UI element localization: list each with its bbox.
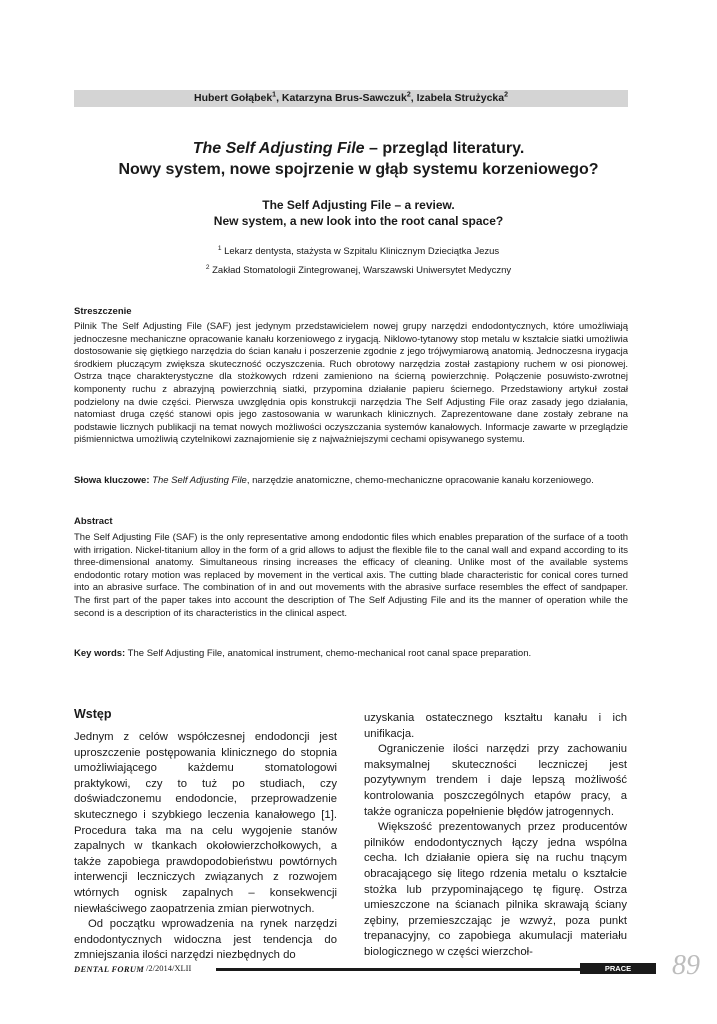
title-en-line2: New system, a new look into the root canal space? xyxy=(213,214,504,228)
key-words-label: Key words: xyxy=(74,648,126,659)
paragraph: Od początku wprowadzenia na rynek narzędzi endodontycznych widoczna jest tendencja do zmniejszania ilości narzędzi niezbędnych do xyxy=(74,918,337,962)
author-2-sup: 2 xyxy=(406,91,411,99)
title-pl-line2: Nowy system, nowe spojrzenie w głąb systemu korzeniowego? xyxy=(118,161,599,178)
page-number: 89 xyxy=(672,950,700,981)
journal-name: DENTAL FORUM xyxy=(74,964,145,974)
affiliation-2-text: Zakład Stomatologii Zintegrowanej, Warszawski Uniwersytet Medyczny xyxy=(209,265,512,277)
key-words xyxy=(74,648,628,661)
author-1-sup: 1 xyxy=(272,91,277,99)
abstract-body: The Self Adjusting File (SAF) is the only representative among endodontic files which enables preparation of the surface of a tooth with irrigation. Nickel-titanium alloy in the form of a grid allows to adjust the flexible file to the canal wall and expand according to its three-dimensional anatomy. Simultaneous rinsing increases the efficacy of cleaning. Unlike most of the available systems endodontic rotary motion was replaced by movement in the vertical axis. The cutting blade characteristic for conical cores turned into an abrasive surface. The combination of in and out movements with the abrasive surface resembles the effect of sandpaper. The first part of the paper takes into account the description of The Self Adjusting File and its the manner of operation while the second is a description of its characteristics in the clinical aspect. xyxy=(74,532,628,619)
author-2: Katarzyna Brus-Sawczuk xyxy=(281,92,407,104)
title-english xyxy=(40,197,677,229)
title-polish xyxy=(40,138,677,180)
slowa-kluczowe-italic: The Self Adjusting File xyxy=(149,475,247,486)
abstract-heading: Abstract xyxy=(74,516,113,527)
slowa-kluczowe xyxy=(74,475,628,488)
column-left xyxy=(74,730,337,964)
affiliation-1-text: Lekarz dentysta, stażysta w Szpitalu Klinicznym Dzieciątka Jezus xyxy=(221,246,500,258)
slowa-kluczowe-label: Słowa kluczowe: xyxy=(74,475,150,486)
journal-issue: /2/2014/XLII xyxy=(146,963,192,973)
affiliation-1-sup: 1 xyxy=(217,245,222,252)
slowa-kluczowe-rest: , narzędzie anatomiczne, chemo-mechaniczne opracowanie kanału korzeniowego. xyxy=(246,475,594,486)
paragraph: uzyskania ostatecznego kształtu kanału i ich unifikacja. xyxy=(364,712,627,740)
section-label: PRACE POGLĄDOWE xyxy=(580,963,656,974)
streszczenie-heading: Streszczenie xyxy=(74,306,132,317)
paragraph: Jednym z celów współczesnej endodoncji jest uproszczenie postępowania klinicznego do stopnia umożliwiającego każdemu stomatologowi praktykowi, czy to tuż po studiach, czy doświadczonemu endodoncie, przeprowadzenie skutecznego i szybkiego leczenia kanałowego [1]. Procedura taka ma na celu wygojenie stanów zapalnych w tkankach okołowierzchołkowych, a także zapobiega prawdopodobieństwu powtórnych interwencji leczniczych związanych z rozwojem wtórnych ognisk zapalnych – konsekwencji niewłaściwego zaopatrzenia zmian pierwotnych. xyxy=(74,731,337,915)
authors-bar xyxy=(74,90,628,107)
author-3-sup: 2 xyxy=(504,91,509,99)
author-1: Hubert Gołąbek xyxy=(193,92,273,104)
paragraph: Większość prezentowanych przez producentów pilników endodontycznych łączy jedna wspólna cecha. Ich działanie opiera się na ruchu tnącym obracającego się litego rdzenia metalu o kształcie stożka lub przypominającego tę figurę. Ostrza umieszczone na ścianach pilnika skrawają ściany zębiny, przemieszczając je wzwyż, poza punkt trepanacyjny, co zapobiega akumulacji materiału biologicznego w części wierzchoł- xyxy=(364,821,627,958)
key-words-rest: The Self Adjusting File, anatomical instrument, chemo-mechanical root canal space preparation. xyxy=(125,648,532,659)
title-pl-rest: – przegląd literatury. xyxy=(364,140,525,157)
author-3: Izabela Strużycka xyxy=(416,92,505,104)
author-sep: , xyxy=(276,92,282,104)
title-en-line1: The Self Adjusting File – a review. xyxy=(262,198,455,212)
affiliation-1 xyxy=(40,245,677,257)
page-footer xyxy=(74,950,700,984)
column-right xyxy=(364,711,627,961)
streszczenie-body: Pilnik The Self Adjusting File (SAF) jest jedynym przedstawicielem nowej grupy narzędzi endodontycznych, które umożliwiają jednoczesne mechaniczne opracowanie kanału korzeniowego z irygacją. Niklowo-tytanowy stop metalu w kształcie siatki umożliwia dostosowanie się giętkiego narzędzia do ścian kanału i poszerzenie zgodnie z jego trójwymiarową anatomią. Jednoczesna irygacja środkiem płuczącym zwiększa skuteczność oczyszczenia. Ruch obrotowy narzędzia został zastąpiony ruchem w osi pionowej. Ostrza tnące charakterystyczne dla stożkowych rdzeni zamieniono na ścierną powierzchnię. Połączenie posuwisto-zwrotnej komponenty ruchu z abrazyjną powierzchnią siatki, przypomina działanie papieru ściernego. Przedstawiony artykuł został podzielony na dwie części. Pierwsza uwzględnia opis konstrukcji narzędzia The Self Adjusting File oraz zasady jego działania, natomiast druga część stanowi opis jego zastosowania w warunkach klinicznych. Zaprezentowane dane zostały zebrane na podstawie licznych publikacji na temat nowych możliwości oczyszczania systemów kanałowych. Informacje zawarte w przeglądzie piśmiennictwa umożliwią czytelnikowi zaznajomienie się z najważniejszymi cechami opisywanego systemu. xyxy=(74,321,628,446)
affiliation-2-sup: 2 xyxy=(205,264,210,271)
author-sep: , xyxy=(410,92,417,104)
affiliation-2 xyxy=(40,264,677,276)
wstep-heading: Wstęp xyxy=(74,707,112,721)
title-pl-italic: The Self Adjusting File xyxy=(192,140,365,157)
paragraph: Ograniczenie ilości narzędzi przy zachowaniu maksymalnej skuteczności leczniczej jest pozytywnym trendem i daje lepszą możliwość kontrolowania poszczególnych etapów pracy, a także ogranicza popełnienie błędów jatrogennych. xyxy=(364,743,627,818)
